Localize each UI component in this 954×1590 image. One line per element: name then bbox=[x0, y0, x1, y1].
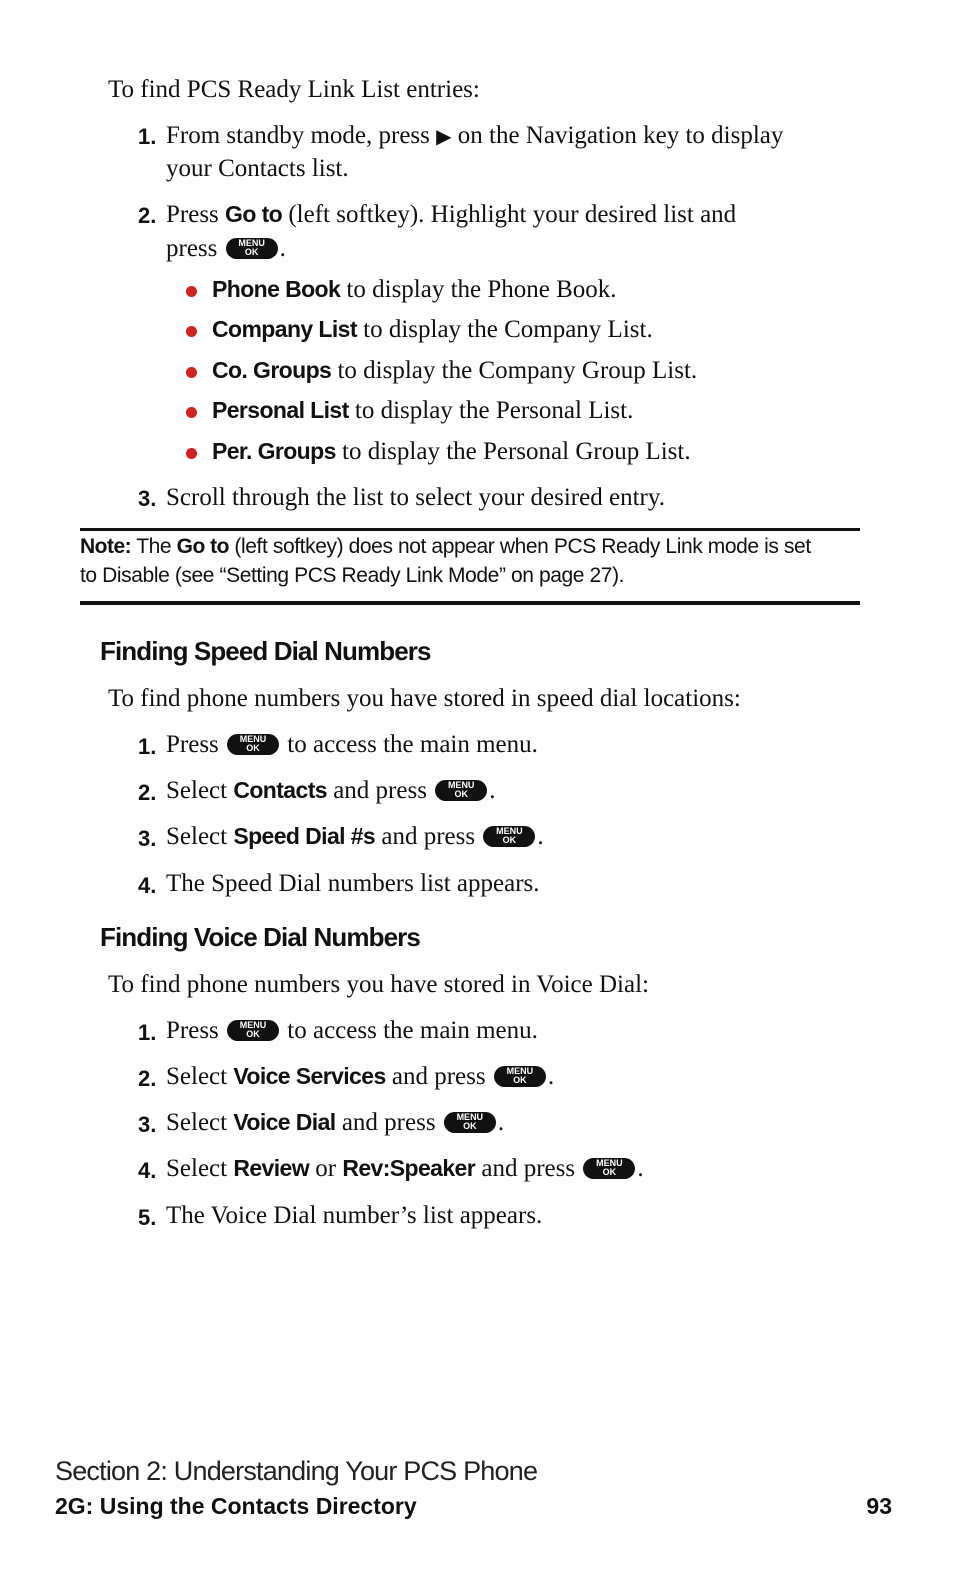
bullet-item: Per. Groups to display the Personal Group List. bbox=[212, 438, 691, 465]
note-line-2: to Disable (see “Setting PCS Ready Link Mode” on page 27). bbox=[80, 564, 625, 587]
step-number: 3. bbox=[138, 486, 157, 511]
step-text: Select Contacts and press MENU OK . bbox=[166, 777, 496, 804]
step-number: 4. bbox=[138, 1158, 157, 1183]
bullet-item: Co. Groups to display the Company Group List. bbox=[212, 357, 698, 384]
step-text: Select Speed Dial #s and press MENU OK . bbox=[166, 823, 544, 850]
menu-ok-key-icon: MENU OK bbox=[483, 826, 535, 847]
note-label: Note: bbox=[80, 535, 132, 558]
step-number: 1. bbox=[138, 1020, 157, 1045]
intro-voice-dial: To find phone numbers you have stored in Voice Dial: bbox=[108, 971, 649, 998]
step-text: Select Review or Rev:Speaker and press MENU OK . bbox=[166, 1155, 644, 1182]
step-number: 3. bbox=[138, 826, 157, 851]
right-arrow-icon: ▶ bbox=[436, 126, 452, 148]
step-text: Select Voice Services and press MENU OK . bbox=[166, 1063, 555, 1090]
step-number: 4. bbox=[138, 873, 157, 898]
bullet-dot-icon bbox=[186, 286, 197, 297]
bullet-item: Company List to display the Company List. bbox=[212, 316, 653, 343]
step-text: Scroll through the list to select your desired entry. bbox=[166, 484, 665, 511]
bullet-dot-icon bbox=[186, 367, 197, 378]
menu-ok-key-icon: MENU OK bbox=[444, 1112, 496, 1133]
step-text-cont: press MENU OK . bbox=[166, 235, 286, 262]
heading-voice-dial: Finding Voice Dial Numbers bbox=[100, 922, 420, 952]
bullet-dot-icon bbox=[186, 448, 197, 459]
footer-chapter-title: 2G: Using the Contacts Directory bbox=[55, 1493, 417, 1519]
step-text: Select Voice Dial and press MENU OK . bbox=[166, 1109, 505, 1136]
menu-ok-key-icon: MENU OK bbox=[435, 780, 487, 801]
heading-speed-dial: Finding Speed Dial Numbers bbox=[100, 636, 431, 666]
step-number: 1. bbox=[138, 124, 157, 149]
intro-speed-dial: To find phone numbers you have stored in speed dial locations: bbox=[108, 685, 741, 712]
step-text: Press MENU OK to access the main menu. bbox=[166, 1017, 538, 1044]
step-number: 1. bbox=[138, 734, 157, 759]
menu-ok-key-icon: MENU OK bbox=[494, 1066, 546, 1087]
keyword: Go to bbox=[225, 201, 283, 227]
bullet-dot-icon bbox=[186, 407, 197, 418]
menu-ok-key-icon: MENU OK bbox=[583, 1158, 635, 1179]
menu-ok-key-icon: MENU OK bbox=[227, 734, 279, 755]
step-text: From standby mode, press ▶ on the Navigation key to display bbox=[166, 122, 784, 149]
intro-ready-link: To find PCS Ready Link List entries: bbox=[108, 76, 480, 103]
bullet-item: Phone Book to display the Phone Book. bbox=[212, 276, 617, 303]
menu-ok-key-icon: MENU OK bbox=[227, 1020, 279, 1041]
bullet-item: Personal List to display the Personal List. bbox=[212, 397, 634, 424]
step-number: 3. bbox=[138, 1112, 157, 1137]
note-bottom-rule bbox=[80, 601, 860, 605]
step-number: 2. bbox=[138, 203, 157, 228]
step-number: 5. bbox=[138, 1205, 157, 1230]
step-number: 2. bbox=[138, 1066, 157, 1091]
note-top-rule bbox=[80, 528, 860, 531]
step-number: 2. bbox=[138, 780, 157, 805]
step-text: Press MENU OK to access the main menu. bbox=[166, 731, 538, 758]
step-text: The Speed Dial numbers list appears. bbox=[166, 870, 540, 897]
step-text: The Voice Dial number’s list appears. bbox=[166, 1202, 543, 1229]
page-number: 93 bbox=[866, 1493, 892, 1519]
menu-ok-key-icon: MENU OK bbox=[226, 238, 278, 259]
footer-section-title: Section 2: Understanding Your PCS Phone bbox=[55, 1456, 538, 1486]
step-text-cont: your Contacts list. bbox=[166, 155, 349, 182]
step-text: Press Go to (left softkey). Highlight your desired list and bbox=[166, 201, 737, 228]
bullet-dot-icon bbox=[186, 326, 197, 337]
note-line-1: Note: The Go to (left softkey) does not appear when PCS Ready Link mode is set bbox=[80, 535, 811, 558]
